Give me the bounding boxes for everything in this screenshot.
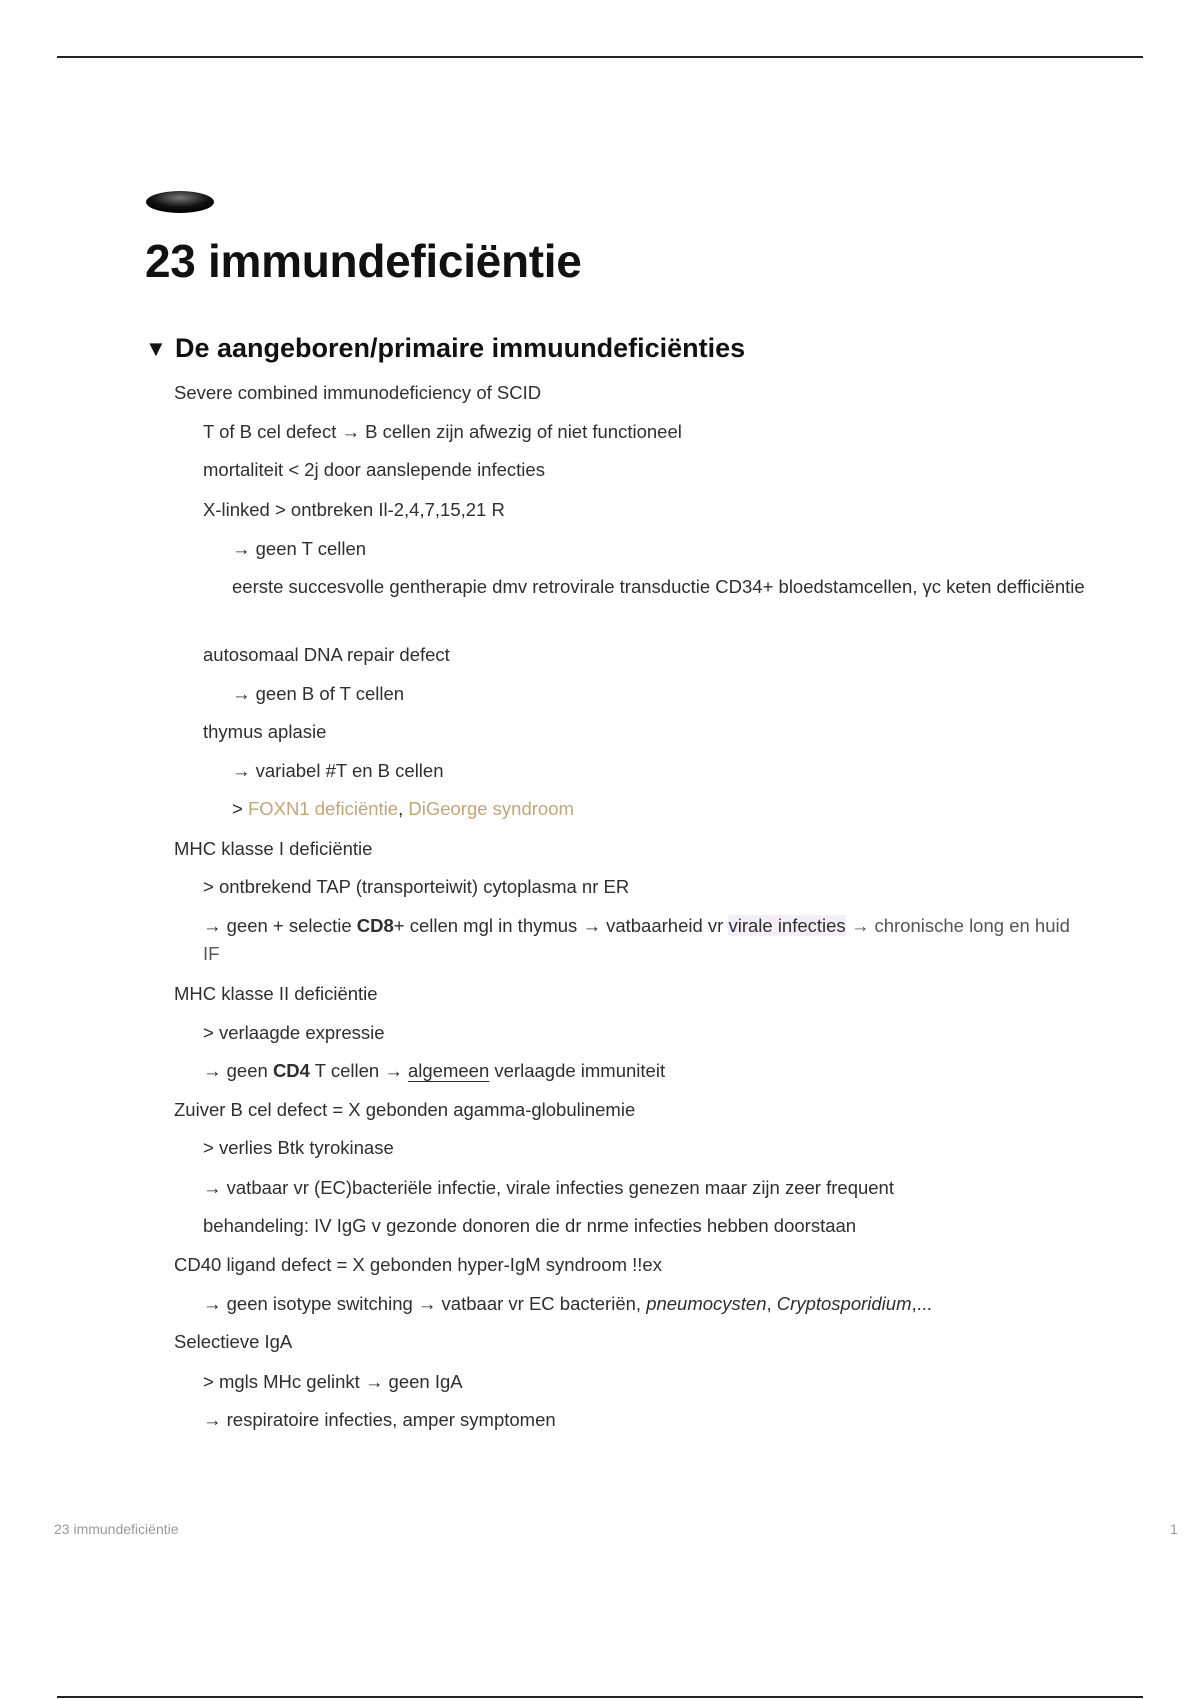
page-icon: [145, 189, 215, 215]
italic-text: Cryptosporidium: [776, 1293, 912, 1314]
bold-text: CD8: [356, 915, 394, 936]
list-item: CD40 ligand defect = X gebonden hyper-IgM syndroom !!ex: [174, 1254, 662, 1275]
section-heading-text: De aangeboren/primaire immuundeficiënties: [175, 333, 746, 363]
toggle-triangle-icon[interactable]: ▼: [145, 335, 167, 361]
page-number: 1: [1170, 1521, 1178, 1537]
bottom-divider: [57, 1696, 1143, 1698]
list-item: > verlaagde expressie: [203, 1022, 385, 1043]
text: → geen + selectie: [203, 915, 357, 936]
underlined-text: algemeen: [407, 1060, 490, 1081]
link-digeorge[interactable]: DiGeorge syndroom: [408, 798, 574, 819]
link-foxn1[interactable]: FOXN1 deficiëntie: [247, 798, 399, 819]
text: → geen isotype switching → vatbaar vr EC bacteriën,: [203, 1293, 647, 1314]
list-item: [203, 1290, 932, 1318]
list-item: Zuiver B cel defect = X gebonden agamma-globulinemie: [174, 1099, 636, 1120]
list-item: > mgls MHc gelinkt → geen IgA: [203, 1371, 463, 1392]
toggle-section-heading[interactable]: [145, 333, 745, 364]
page-title: 23 immundeficiëntie: [145, 235, 582, 287]
text: → chronische long en huid IF: [203, 915, 1070, 964]
italic-text: pneumocysten: [646, 1293, 767, 1314]
text: ,: [766, 1293, 777, 1314]
top-divider: [57, 56, 1143, 58]
text: ,...: [911, 1293, 933, 1314]
list-item: T of B cel defect → B cellen zijn afwezig of niet functioneel: [203, 421, 682, 442]
list-item: → vatbaar vr (EC)bacteriële infectie, virale infecties genezen maar zijn zeer frequent: [203, 1177, 894, 1198]
list-item: [232, 795, 574, 823]
list-item: MHC klasse II deficiëntie: [174, 983, 378, 1004]
list-item: mortaliteit < 2j door aanslepende infecties: [203, 459, 545, 480]
list-item: X-linked > ontbreken Il-2,4,7,15,21 R: [203, 499, 505, 520]
footer-title: 23 immundeficiëntie: [54, 1521, 179, 1537]
list-item: → variabel #T en B cellen: [232, 760, 444, 781]
list-item: behandeling: IV IgG v gezonde donoren die dr nrme infecties hebben doorstaan: [203, 1215, 857, 1236]
list-item: → geen T cellen: [232, 538, 367, 559]
text: >: [232, 798, 248, 819]
list-item: Selectieve IgA: [174, 1331, 293, 1352]
highlighted-text: virale infecties: [728, 915, 846, 936]
text: + cellen mgl in thymus → vatbaarheid vr: [393, 915, 729, 936]
list-item: → respiratoire infecties, amper symptomen: [203, 1409, 556, 1430]
text: → geen: [203, 1060, 273, 1081]
bold-text: CD4: [272, 1060, 310, 1081]
list-item: eerste succesvolle gentherapie dmv retrovirale transductie CD34+ bloedstamcellen, γc keten defficiëntie: [232, 576, 1085, 597]
list-item: thymus aplasie: [203, 721, 327, 742]
list-item: > verlies Btk tyrokinase: [203, 1137, 394, 1158]
list-item: > ontbrekend TAP (transporteiwit) cytoplasma nr ER: [203, 876, 630, 897]
list-item: autosomaal DNA repair defect: [203, 644, 450, 665]
text: verlaagde immuniteit: [489, 1060, 666, 1081]
text: T cellen →: [309, 1060, 408, 1081]
list-item: [203, 1057, 665, 1085]
list-item: [203, 912, 1083, 968]
list-item: → geen B of T cellen: [232, 683, 405, 704]
list-item: Severe combined immunodeficiency of SCID: [174, 382, 542, 403]
list-item: MHC klasse I deficiëntie: [174, 838, 373, 859]
text: ,: [398, 798, 409, 819]
